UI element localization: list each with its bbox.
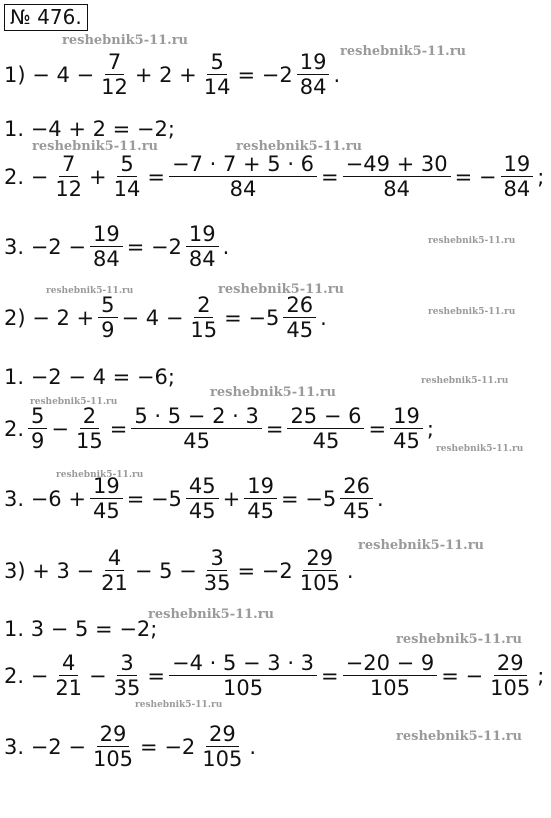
fraction-numerator: −20 − 9 [343, 651, 438, 676]
fraction [187, 293, 220, 342]
fraction [501, 152, 534, 201]
fraction-denominator: 84 [188, 247, 216, 271]
fraction-denominator: 45 [286, 318, 314, 342]
equation-text: = [109, 416, 128, 441]
equation-text: . [249, 734, 257, 759]
equation-text: ; [426, 416, 434, 441]
equation-line [3, 152, 545, 201]
fraction [169, 651, 317, 700]
fraction-denominator: 12 [101, 75, 128, 99]
equation-line [3, 365, 176, 389]
equation-text: 2. − [4, 164, 49, 189]
watermark: reshebnik5-11.ru [428, 236, 516, 246]
fraction-numerator: 19 [501, 152, 534, 177]
equation-text: 2) − 2 + [4, 305, 95, 330]
watermark: reshebnik5-11.ru [46, 286, 134, 296]
fraction [340, 474, 373, 523]
fraction [90, 474, 123, 523]
equation-text: = [147, 164, 165, 189]
fraction [390, 404, 423, 453]
watermark: reshebnik5-11.ru [421, 376, 509, 386]
fraction-numerator: −4 · 5 − 3 · 3 [169, 651, 317, 676]
equation-text: . [320, 305, 327, 330]
fraction-denominator: 84 [383, 177, 411, 201]
equation-text: 3. −2 − [4, 734, 86, 759]
fraction-numerator: 29 [303, 546, 336, 571]
equation-text: = −5 [281, 486, 337, 511]
equation-text: . [333, 62, 341, 87]
fraction-denominator: 105 [202, 747, 243, 771]
watermark: reshebnik5-11.ru [62, 33, 189, 48]
fraction-numerator: 25 − 6 [287, 404, 364, 429]
equation-text: + 2 + [134, 62, 197, 87]
fraction [52, 651, 85, 700]
fraction-denominator: 45 [247, 499, 274, 523]
fraction-numerator: 5 [28, 404, 47, 429]
equation-text: 2. [4, 416, 25, 441]
fraction-numerator: 5 · 5 − 2 · 3 [131, 404, 261, 429]
watermark: reshebnik5-11.ru [236, 139, 363, 154]
fraction-denominator: 35 [203, 571, 231, 595]
equation-text: − [51, 416, 70, 441]
fraction-denominator: 15 [190, 318, 218, 342]
equation-text: . [346, 558, 354, 583]
watermark: reshebnik5-11.ru [210, 385, 337, 400]
watermark: reshebnik5-11.ru [135, 700, 223, 710]
fraction-numerator: 26 [283, 293, 316, 318]
equation-line [3, 651, 545, 700]
fraction [287, 404, 364, 453]
equation-line [3, 722, 257, 771]
equation-text: = −2 [140, 734, 196, 759]
fraction-numerator: 4 [105, 546, 124, 571]
fraction-denominator: 35 [113, 676, 141, 700]
fraction [283, 293, 316, 342]
equation-text: = [265, 416, 284, 441]
equation-text: = − [441, 663, 484, 688]
fraction [343, 152, 451, 201]
equation-text: . [376, 486, 384, 511]
fraction-numerator: 2 [194, 293, 213, 318]
equation-text: − 4 − [121, 305, 184, 330]
fraction [98, 293, 117, 342]
fraction-denominator: 84 [503, 177, 531, 201]
fraction [297, 50, 330, 99]
equation-line [3, 404, 435, 453]
equation-line [3, 546, 355, 595]
fraction-denominator: 45 [92, 499, 120, 523]
equation-text: = −2 [126, 234, 182, 259]
fraction-denominator: 9 [101, 318, 115, 342]
fraction-denominator: 9 [31, 429, 45, 453]
fraction [169, 152, 317, 201]
fraction-denominator: 45 [343, 499, 370, 523]
fraction-denominator: 105 [490, 676, 531, 700]
equation-text: ; [537, 164, 545, 189]
fraction-denominator: 45 [183, 429, 210, 453]
fraction [131, 404, 261, 453]
fraction-numerator: 45 [186, 474, 219, 499]
fraction-numerator: 5 [207, 50, 226, 75]
fraction-numerator: −49 + 30 [343, 152, 451, 177]
equation-text: 3. −2 − [4, 234, 86, 259]
fraction [201, 546, 234, 595]
fraction [487, 651, 533, 700]
equation-text: 1. 3 − 5 = −2; [4, 617, 158, 641]
fraction [186, 474, 219, 523]
fraction-denominator: 21 [101, 571, 128, 595]
watermark: reshebnik5-11.ru [30, 397, 118, 407]
fraction-denominator: 15 [76, 429, 103, 453]
fraction-denominator: 14 [113, 177, 141, 201]
equation-line [3, 50, 341, 99]
watermark: reshebnik5-11.ru [358, 538, 485, 553]
fraction-numerator: 19 [244, 474, 277, 499]
fraction [297, 546, 343, 595]
equation-text: 3) + 3 − [4, 558, 95, 583]
equation-text: + [222, 486, 241, 511]
fraction-denominator: 45 [188, 499, 216, 523]
fraction-numerator: 19 [90, 222, 123, 247]
fraction-denominator: 84 [299, 75, 327, 99]
equation-text: 1. −2 − 4 = −6; [4, 365, 175, 389]
equation-text: = −2 [237, 62, 293, 87]
equation-text: 3. −6 + [4, 486, 86, 511]
equation-text: = −2 [237, 558, 293, 583]
watermark: reshebnik5-11.ru [396, 632, 523, 647]
watermark: reshebnik5-11.ru [436, 444, 524, 454]
watermark: reshebnik5-11.ru [396, 729, 523, 744]
equation-text: = [321, 164, 339, 189]
fraction-numerator: 5 [117, 152, 136, 177]
fraction-numerator: 19 [297, 50, 330, 75]
fraction [111, 651, 144, 700]
equation-line [3, 617, 158, 641]
fraction [28, 404, 47, 453]
equation-text: 2. − [4, 663, 49, 688]
equation-line [3, 474, 385, 523]
fraction [52, 152, 85, 201]
fraction-denominator: 84 [92, 247, 120, 271]
fraction-numerator: 2 [80, 404, 99, 429]
equation-text: + [89, 164, 107, 189]
fraction-numerator: 5 [98, 293, 117, 318]
equation-line [3, 293, 328, 342]
fraction-denominator: 21 [55, 676, 83, 700]
equation-text: . [222, 234, 230, 259]
fraction-numerator: 19 [186, 222, 219, 247]
fraction [186, 222, 219, 271]
equation-text: = − [454, 164, 497, 189]
equation-text: = −5 [224, 305, 280, 330]
equation-text: = [147, 663, 165, 688]
fraction-denominator: 105 [369, 676, 411, 700]
equation-line [3, 222, 230, 271]
fraction-denominator: 45 [312, 429, 340, 453]
fraction-numerator: 19 [390, 404, 423, 429]
equation-text: − [89, 663, 107, 688]
fraction [201, 50, 234, 99]
fraction-denominator: 45 [393, 429, 420, 453]
fraction-numerator: 3 [207, 546, 226, 571]
fraction [244, 474, 277, 523]
equation-text: − 5 − [134, 558, 197, 583]
equation-text: 1) − 4 − [4, 62, 95, 87]
watermark: reshebnik5-11.ru [148, 607, 275, 622]
fraction-numerator: 3 [117, 651, 136, 676]
fraction [98, 546, 131, 595]
task-number: № 476. [4, 4, 88, 31]
fraction-denominator: 14 [203, 75, 231, 99]
fraction-denominator: 105 [299, 571, 340, 595]
equation-text: ; [537, 663, 545, 688]
fraction-numerator: 29 [97, 722, 130, 747]
fraction [199, 722, 245, 771]
watermark: reshebnik5-11.ru [340, 44, 467, 59]
equation-text: = [368, 416, 387, 441]
watermark: reshebnik5-11.ru [32, 139, 159, 154]
fraction [73, 404, 106, 453]
fraction-numerator: 19 [90, 474, 123, 499]
fraction-numerator: 29 [206, 722, 239, 747]
equation-line [3, 117, 176, 141]
equation-text: = −5 [126, 486, 182, 511]
fraction-numerator: 29 [494, 651, 527, 676]
fraction-denominator: 105 [92, 747, 134, 771]
watermark: reshebnik5-11.ru [56, 470, 144, 480]
watermark: reshebnik5-11.ru [218, 282, 345, 297]
fraction [98, 50, 131, 99]
fraction-denominator: 12 [55, 177, 83, 201]
equation-text: = [321, 663, 339, 688]
fraction-numerator: 26 [340, 474, 373, 499]
fraction-numerator: 7 [105, 50, 124, 75]
watermark: reshebnik5-11.ru [428, 307, 516, 317]
fraction [90, 722, 136, 771]
fraction-denominator: 105 [222, 676, 264, 700]
fraction-numerator: 4 [59, 651, 78, 676]
fraction [343, 651, 438, 700]
fraction-numerator: −7 · 7 + 5 · 6 [169, 152, 317, 177]
fraction-numerator: 7 [59, 152, 78, 177]
equation-text: 1. −4 + 2 = −2; [4, 117, 175, 141]
fraction-denominator: 84 [229, 177, 257, 201]
fraction [111, 152, 144, 201]
fraction [90, 222, 123, 271]
